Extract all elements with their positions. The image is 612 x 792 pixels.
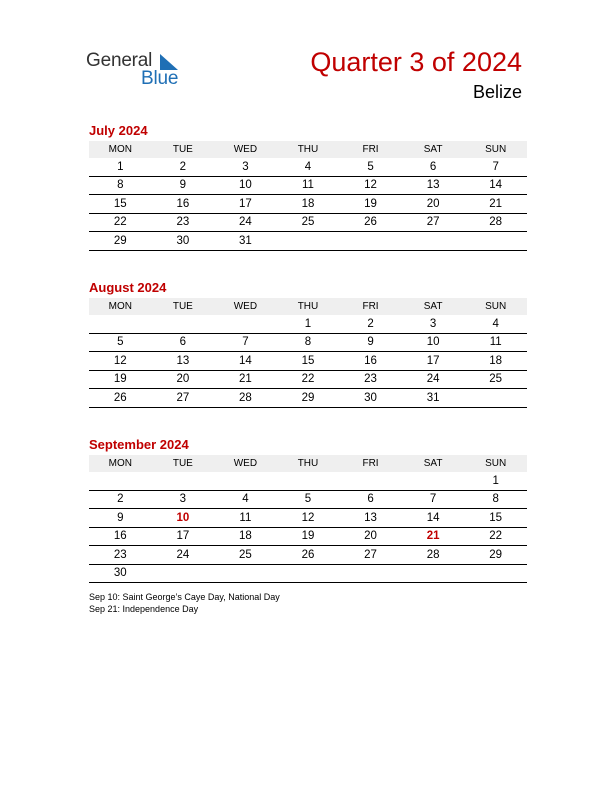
weekday-header: TUE (152, 298, 215, 315)
day-cell (152, 315, 215, 333)
day-cell (89, 472, 152, 490)
calendar-table (89, 298, 527, 408)
weekday-header: MON (89, 298, 152, 315)
weekday-header: FRI (339, 298, 402, 315)
day-cell: 2 (89, 490, 152, 509)
day-cell: 7 (464, 158, 527, 176)
day-cell: 22 (89, 213, 152, 232)
day-cell: 13 (339, 509, 402, 528)
weekday-header: SAT (402, 298, 465, 315)
weekday-header: THU (277, 298, 340, 315)
day-cell: 31 (402, 389, 465, 408)
calendar-table (89, 455, 527, 583)
weekday-header: THU (277, 455, 340, 472)
day-cell: 25 (277, 213, 340, 232)
day-cell: 14 (402, 509, 465, 528)
weekday-header-row (89, 455, 527, 472)
week-row (89, 546, 527, 565)
weekday-header: SAT (402, 455, 465, 472)
day-cell (402, 232, 465, 251)
weekday-header: WED (214, 455, 277, 472)
day-cell: 26 (277, 546, 340, 565)
day-cell: 9 (152, 176, 215, 195)
day-cell: 14 (214, 352, 277, 371)
day-cell: 22 (464, 527, 527, 546)
day-cell (214, 315, 277, 333)
week-row (89, 509, 527, 528)
weekday-header: WED (214, 298, 277, 315)
day-cell: 8 (89, 176, 152, 195)
day-cell (402, 564, 465, 583)
day-cell: 5 (339, 158, 402, 176)
holiday-notes (89, 591, 280, 615)
day-cell: 9 (89, 509, 152, 528)
day-cell: 29 (464, 546, 527, 565)
day-cell: 7 (214, 333, 277, 352)
day-cell (339, 232, 402, 251)
logo-blue-text: Blue (141, 68, 179, 89)
day-cell (277, 472, 340, 490)
day-cell: 28 (402, 546, 465, 565)
day-cell (277, 232, 340, 251)
day-cell: 16 (89, 527, 152, 546)
day-cell: 12 (89, 352, 152, 371)
day-cell: 26 (339, 213, 402, 232)
weekday-header: FRI (339, 141, 402, 158)
day-cell: 18 (277, 195, 340, 214)
day-cell: 19 (277, 527, 340, 546)
day-cell: 4 (277, 158, 340, 176)
day-cell: 30 (339, 389, 402, 408)
day-cell: 19 (89, 370, 152, 389)
day-cell (339, 564, 402, 583)
day-cell: 24 (402, 370, 465, 389)
week-row (89, 195, 527, 214)
day-cell: 22 (277, 370, 340, 389)
day-cell: 27 (339, 546, 402, 565)
day-cell: 28 (214, 389, 277, 408)
day-cell: 30 (152, 232, 215, 251)
day-cell: 2 (339, 315, 402, 333)
day-cell: 24 (152, 546, 215, 565)
day-cell: 4 (464, 315, 527, 333)
day-cell: 11 (277, 176, 340, 195)
week-row (89, 315, 527, 333)
weekday-header: THU (277, 141, 340, 158)
day-cell (214, 472, 277, 490)
day-cell: 4 (214, 490, 277, 509)
day-cell: 3 (402, 315, 465, 333)
day-cell: 6 (339, 490, 402, 509)
day-cell: 21 (214, 370, 277, 389)
week-row (89, 527, 527, 546)
day-cell (339, 472, 402, 490)
day-cell (89, 315, 152, 333)
weekday-header-row (89, 298, 527, 315)
week-row (89, 333, 527, 352)
weekday-header: TUE (152, 455, 215, 472)
day-cell: 29 (89, 232, 152, 251)
day-cell: 18 (214, 527, 277, 546)
week-row (89, 490, 527, 509)
generalblue-logo (86, 50, 196, 90)
day-cell (152, 472, 215, 490)
weekday-header: MON (89, 141, 152, 158)
day-cell: 18 (464, 352, 527, 371)
day-cell (152, 564, 215, 583)
day-cell: 28 (464, 213, 527, 232)
month-title: September 2024 (89, 437, 189, 452)
weekday-header: SUN (464, 141, 527, 158)
day-cell: 5 (277, 490, 340, 509)
weekday-header: FRI (339, 455, 402, 472)
day-cell: 3 (152, 490, 215, 509)
day-cell: 25 (464, 370, 527, 389)
week-row (89, 389, 527, 408)
day-cell: 19 (339, 195, 402, 214)
day-cell (277, 564, 340, 583)
day-cell: 30 (89, 564, 152, 583)
day-cell: 21 (464, 195, 527, 214)
weekday-header: WED (214, 141, 277, 158)
weekday-header: SUN (464, 455, 527, 472)
day-cell: 5 (89, 333, 152, 352)
week-row (89, 232, 527, 251)
day-cell: 8 (464, 490, 527, 509)
day-cell: 26 (89, 389, 152, 408)
day-cell: 20 (339, 527, 402, 546)
day-cell: 20 (152, 370, 215, 389)
month-title: August 2024 (89, 280, 167, 295)
holiday-note: Sep 21: Independence Day (89, 604, 199, 614)
day-cell (214, 564, 277, 583)
day-cell: 15 (277, 352, 340, 371)
day-cell: 27 (152, 389, 215, 408)
page-title: Quarter 3 of 2024 (310, 47, 522, 77)
day-cell: 16 (339, 352, 402, 371)
day-cell: 9 (339, 333, 402, 352)
week-row (89, 370, 527, 389)
day-cell: 21 (402, 527, 465, 546)
day-cell: 6 (152, 333, 215, 352)
month-title: July 2024 (89, 123, 148, 138)
week-row (89, 352, 527, 371)
calendar-table (89, 141, 527, 251)
week-row (89, 472, 527, 490)
month-august (89, 279, 527, 408)
day-cell: 11 (464, 333, 527, 352)
day-cell (464, 564, 527, 583)
day-cell (464, 232, 527, 251)
weekday-header: TUE (152, 141, 215, 158)
weekday-header: MON (89, 455, 152, 472)
day-cell: 10 (402, 333, 465, 352)
day-cell: 23 (89, 546, 152, 565)
logo-general-text: General (86, 50, 153, 71)
day-cell: 10 (152, 509, 215, 528)
day-cell (464, 389, 527, 408)
day-cell: 24 (214, 213, 277, 232)
day-cell: 11 (214, 509, 277, 528)
day-cell: 16 (152, 195, 215, 214)
country-name: Belize (472, 82, 522, 102)
day-cell: 2 (152, 158, 215, 176)
month-september (89, 436, 527, 583)
day-cell: 12 (277, 509, 340, 528)
day-cell: 31 (214, 232, 277, 251)
day-cell: 10 (214, 176, 277, 195)
day-cell: 14 (464, 176, 527, 195)
day-cell: 13 (402, 176, 465, 195)
day-cell: 25 (214, 546, 277, 565)
day-cell: 17 (214, 195, 277, 214)
day-cell: 27 (402, 213, 465, 232)
day-cell: 17 (402, 352, 465, 371)
day-cell: 7 (402, 490, 465, 509)
weekday-header-row (89, 141, 527, 158)
day-cell: 1 (277, 315, 340, 333)
week-row (89, 158, 527, 176)
month-july (89, 122, 527, 251)
day-cell: 23 (152, 213, 215, 232)
day-cell: 8 (277, 333, 340, 352)
week-row (89, 213, 527, 232)
day-cell: 1 (464, 472, 527, 490)
week-row (89, 176, 527, 195)
day-cell: 29 (277, 389, 340, 408)
day-cell: 23 (339, 370, 402, 389)
day-cell: 12 (339, 176, 402, 195)
day-cell: 6 (402, 158, 465, 176)
day-cell: 15 (464, 509, 527, 528)
week-row (89, 564, 527, 583)
weekday-header: SUN (464, 298, 527, 315)
holiday-note: Sep 10: Saint George’s Caye Day, National Day (89, 592, 280, 602)
weekday-header: SAT (402, 141, 465, 158)
day-cell: 1 (89, 158, 152, 176)
day-cell (402, 472, 465, 490)
day-cell: 15 (89, 195, 152, 214)
day-cell: 13 (152, 352, 215, 371)
day-cell: 3 (214, 158, 277, 176)
day-cell: 17 (152, 527, 215, 546)
day-cell: 20 (402, 195, 465, 214)
